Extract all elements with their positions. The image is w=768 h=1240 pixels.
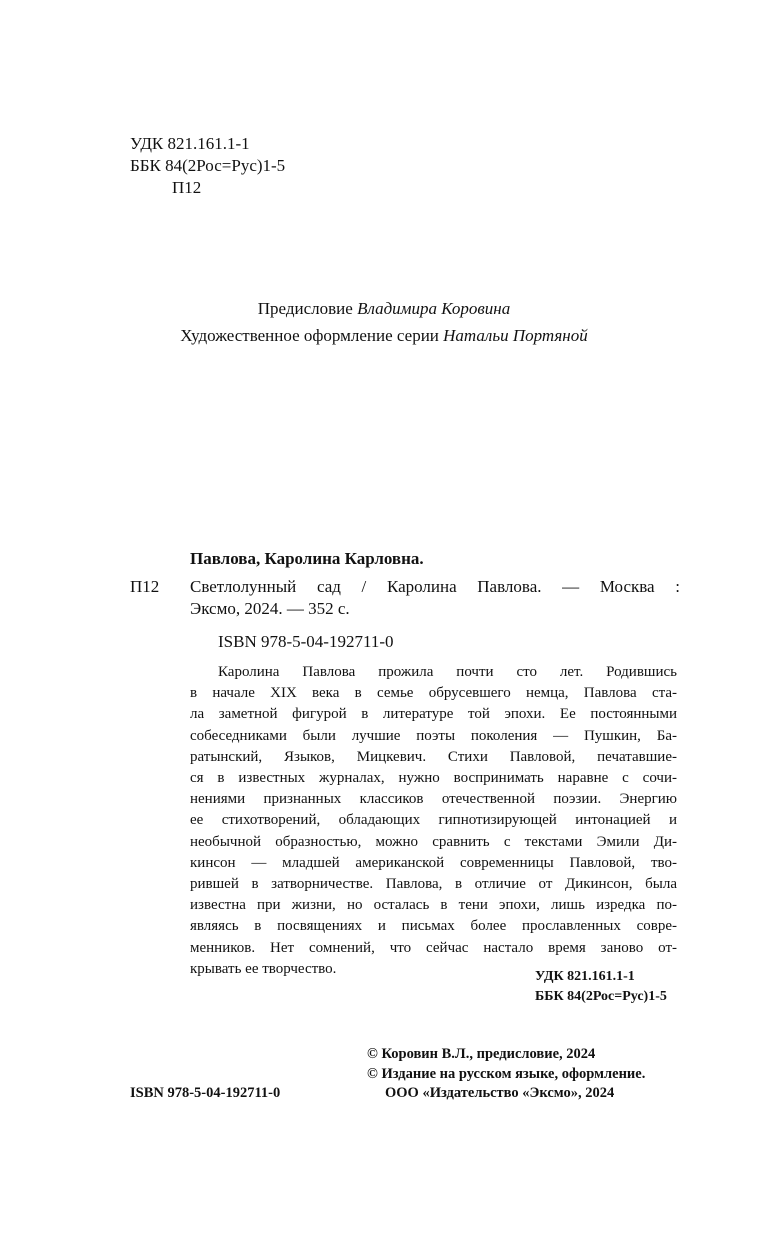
header-classification (130, 133, 285, 199)
annotation-line: ла заметной фигурой в литературе той эпохи. Ее постоянными (190, 706, 677, 723)
annotation-line: являясь в посвящениях и письмах более прославленных совре- (190, 918, 677, 935)
header-udk: УДК 821.161.1-1 (130, 134, 250, 153)
annotation-line: кинсон — младшей американской современницы Павловой, тво- (190, 854, 677, 871)
annotation-line: крывать ее творчество. (190, 960, 337, 977)
header-author-mark: П12 (172, 178, 202, 197)
annotation-line: собеседниками были лучшие поэты поколения — Пушкин, Ба- (190, 727, 677, 744)
design-credit (0, 322, 768, 349)
annotation-line: менников. Нет сомнений, что сейчас настало время заново от- (190, 939, 677, 956)
bottom-bbk: ББК 84(2Рос=Рус)1-5 (535, 989, 667, 1004)
annotation-line: в начале XIX века в семье обрусевшего немца, Павлова ста- (190, 685, 677, 702)
annotation-line: нениями признанных классиков отечественной поэзии. Энергию (190, 791, 677, 808)
annotation-line: ся в известных журналах, нужно воспринимать наравне с сочи- (190, 770, 677, 787)
annotation-line: известна при жизни, но осталась в тени эпохи, лишь изредка по- (190, 897, 677, 914)
bottom-classification (535, 967, 667, 1007)
catalog-isbn: ISBN 978-5-04-192711-0 (218, 632, 394, 651)
footer-isbn: ISBN 978-5-04-192711-0 (130, 1085, 281, 1101)
copyright-publisher: ООО «Издательство «Эксмо», 2024 (385, 1085, 615, 1101)
annotation-line: Каролина Павлова прожила почти сто лет. Родившись (218, 664, 677, 680)
design-name: Натальи Портяной (443, 326, 588, 345)
annotation-line: ратынский, Языков, Мицкевич. Стихи Павловой, печатавшие- (190, 748, 677, 765)
header-bbk: ББК 84(2Рос=Рус)1-5 (130, 156, 286, 175)
design-label: Художественное оформление серии (180, 326, 439, 345)
catalog-title-line2: Эксмо, 2024. — 352 с. (190, 599, 350, 618)
catalog-title-line1: Светлолунный сад / Каролина Павлова. — Москва : (190, 577, 680, 596)
credits-block (0, 295, 768, 349)
annotation-line: необычной образностью, можно сравнить с текстами Эмили Ди- (190, 833, 677, 850)
copyright-edition: © Издание на русском языке, оформление. (367, 1065, 646, 1082)
preface-name: Владимира Коровина (357, 299, 511, 318)
preface-credit (0, 295, 768, 322)
preface-label: Предисловие (257, 299, 353, 318)
annotation-line: рившей в затворничестве. Павлова, в отличие от Дикинсон, была (190, 876, 677, 893)
annotation (190, 662, 677, 980)
catalog-author: Павлова, Каролина Карловна. (190, 549, 424, 568)
bottom-udk: УДК 821.161.1-1 (535, 969, 635, 984)
copyright-block (367, 1045, 645, 1104)
catalog-code: П12 (130, 577, 160, 596)
copyright-preface: © Коровин В.Л., предисловие, 2024 (367, 1046, 596, 1062)
annotation-line: ее стихотворений, обладающих гипнотизирующей интонацией и (190, 812, 677, 829)
